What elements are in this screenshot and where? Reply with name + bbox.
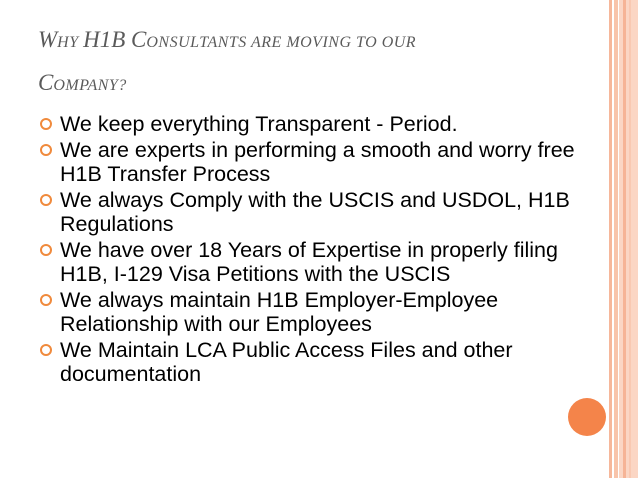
- decorative-stripe: [623, 0, 626, 478]
- list-item: [40, 112, 600, 136]
- decorative-stripe: [609, 0, 612, 478]
- list-item: [40, 238, 600, 286]
- list-item: [40, 138, 600, 186]
- bullet-text: We Maintain LCA Public Access Files and other documentation: [60, 338, 513, 386]
- list-item: [40, 338, 600, 386]
- ring-bullet-icon: [40, 118, 52, 130]
- title-part: ONSULTANTS ARE MOVING TO OUR: [146, 34, 417, 51]
- ring-bullet-icon: [40, 294, 52, 306]
- bullet-text: We always Comply with the USCIS and USDOL, H1B Regulations: [60, 188, 570, 236]
- ring-bullet-icon: [40, 344, 52, 356]
- slide-title: [38, 18, 608, 104]
- bullet-text: We have over 18 Years of Expertise in properly filing H1B, I-129 Visa Petitions with the USCIS: [60, 238, 558, 286]
- title-part: W: [38, 27, 58, 52]
- ring-bullet-icon: [40, 144, 52, 156]
- title-part: C: [38, 70, 54, 95]
- decorative-circle-icon: [568, 398, 606, 436]
- bullet-text: We always maintain H1B Employer-Employee Relationship with our Employees: [60, 288, 499, 336]
- bullet-list: [40, 112, 600, 388]
- list-item: [40, 188, 600, 236]
- ring-bullet-icon: [40, 244, 52, 256]
- title-part: H1B C: [83, 27, 147, 52]
- decorative-stripe: [614, 0, 618, 478]
- decorative-stripe: [629, 0, 631, 478]
- title-part: HY: [57, 34, 84, 51]
- title-part: OMPANY?: [53, 77, 127, 94]
- list-item: [40, 288, 600, 336]
- ring-bullet-icon: [40, 194, 52, 206]
- bullet-text: We keep everything Transparent - Period.: [60, 112, 458, 136]
- bullet-text: We are experts in performing a smooth and worry free H1B Transfer Process: [60, 138, 575, 186]
